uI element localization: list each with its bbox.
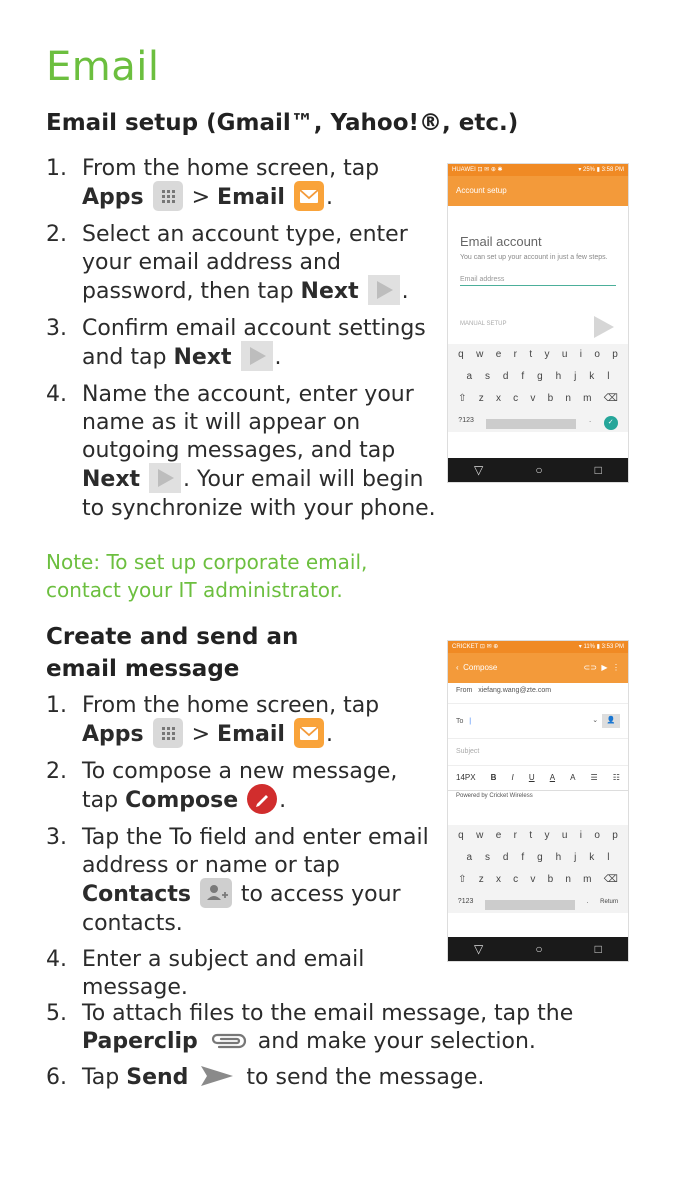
create-step-6: 6. Tap Send to send the message. xyxy=(46,1064,646,1092)
home-nav-icon[interactable]: ○ xyxy=(535,463,543,477)
create-step-2: 2. To compose a new message, tap Compose . xyxy=(46,759,398,813)
format-toolbar: 14PX B I U A A ☰ ☷ xyxy=(448,766,628,791)
chevron-down-icon[interactable]: ⌄ xyxy=(592,717,599,724)
keyboard xyxy=(448,344,628,432)
create-heading: Create and send an email message xyxy=(46,624,299,682)
more-icon[interactable]: ⋮ xyxy=(612,663,620,672)
paperclip-icon xyxy=(205,1027,251,1053)
kb-row-4: ?123 . Return xyxy=(448,891,628,913)
app-bar: ‹ Compose ⊂⊃ ▶ ⋮ xyxy=(448,653,628,683)
setup-step-1: 1. From the home screen, tap Apps > Email . xyxy=(46,156,380,210)
from-row: From xiefang.wang@zte.com xyxy=(448,683,628,704)
next-icon xyxy=(368,275,400,305)
app-bar: Account setup xyxy=(448,176,628,206)
create-step-1: 1. From the home screen, tap Apps > Email . xyxy=(46,693,380,747)
corporate-email-note: Note: To set up corporate email, contact your IT administrator. xyxy=(46,550,368,602)
account-description: You can set up your account in just a few steps. xyxy=(460,254,608,261)
kb-row-1: q w e r t y u i o p xyxy=(458,830,618,841)
nav-bar xyxy=(448,937,628,961)
subject-field[interactable]: Subject xyxy=(448,739,628,766)
home-nav-icon[interactable]: ○ xyxy=(535,942,543,956)
kb-row-1: q w e r t y u i o p xyxy=(458,349,618,360)
send-icon xyxy=(199,1062,235,1090)
manual-setup-button[interactable]: MANUAL SETUP xyxy=(460,321,507,327)
nav-bar xyxy=(448,458,628,482)
kb-row-4: ?123 . ✓ xyxy=(448,410,628,432)
next-button[interactable] xyxy=(590,314,616,345)
send-icon[interactable]: ▶ xyxy=(601,663,608,672)
to-field[interactable]: To | ⌄ 👤 xyxy=(448,704,628,739)
email-app-icon xyxy=(294,181,324,211)
create-steps xyxy=(46,692,436,1010)
compose-screenshot xyxy=(447,640,629,962)
create-step-5: 5. To attach files to the email message, tap the Paperclip and make your selection. xyxy=(46,1001,574,1054)
kb-row-2: a s d f g h j k l xyxy=(466,852,610,863)
done-check-icon[interactable]: ✓ xyxy=(604,416,618,430)
status-bar: HUAWEI ⊡ ✉ ⊕ ✱ ▾ 25% ▮ 3:58 PM xyxy=(448,164,628,176)
setup-heading: Email setup (Gmail™, Yahoo!®, etc.) xyxy=(46,110,519,136)
back-nav-icon[interactable]: ▽ xyxy=(474,942,484,956)
email-app-icon xyxy=(294,718,324,748)
back-arrow-icon[interactable]: ‹ xyxy=(456,663,459,672)
apps-icon xyxy=(153,181,183,211)
setup-step-4: 4. Name the account, enter your name as it will appear on outgoing messages, and tap Next . Your email will begin to synchronize with your phone. xyxy=(46,382,436,521)
next-icon xyxy=(149,463,181,493)
account-setup-screenshot xyxy=(447,163,629,483)
create-step-4: 4. Enter a subject and email message. xyxy=(46,947,365,1000)
recents-nav-icon[interactable]: □ xyxy=(594,463,602,477)
spacebar[interactable] xyxy=(485,900,575,910)
setup-step-2: 2. Select an account type, enter your email address and password, then tap Next . xyxy=(46,222,409,304)
setup-step-3: 3. Confirm email account settings and tap Next . xyxy=(46,316,426,370)
contacts-icon xyxy=(200,878,232,908)
account-title: Email account xyxy=(460,234,542,249)
paperclip-icon[interactable]: ⊂⊃ xyxy=(583,663,597,672)
create-step-3: 3. Tap the To field and enter email address or name or tap Contacts to access your contacts. xyxy=(46,825,429,936)
kb-row-2: a s d f g h j k l xyxy=(466,371,610,382)
text-cursor: | xyxy=(469,717,472,725)
back-nav-icon[interactable]: ▽ xyxy=(474,463,484,477)
setup-steps xyxy=(46,155,436,531)
apps-icon xyxy=(153,718,183,748)
create-steps-continued xyxy=(46,1000,646,1100)
kb-row-3: ⇧ z x c v b n m ⌫ xyxy=(458,393,618,404)
kb-row-3: ⇧ z x c v b n m ⌫ xyxy=(458,874,618,885)
next-icon xyxy=(241,341,273,371)
contacts-icon[interactable]: 👤 xyxy=(602,714,620,728)
keyboard xyxy=(448,825,628,913)
signature-text: Powered by Cricket Wireless xyxy=(456,793,533,799)
page-title: Email xyxy=(46,44,160,90)
status-bar: CRICKET ⊡ ✉ ⊕ ▾ 11% ▮ 3:53 PM xyxy=(448,641,628,653)
spacebar[interactable] xyxy=(486,419,576,429)
email-address-input[interactable]: Email address xyxy=(460,276,616,286)
compose-icon xyxy=(247,784,277,814)
recents-nav-icon[interactable]: □ xyxy=(594,942,602,956)
